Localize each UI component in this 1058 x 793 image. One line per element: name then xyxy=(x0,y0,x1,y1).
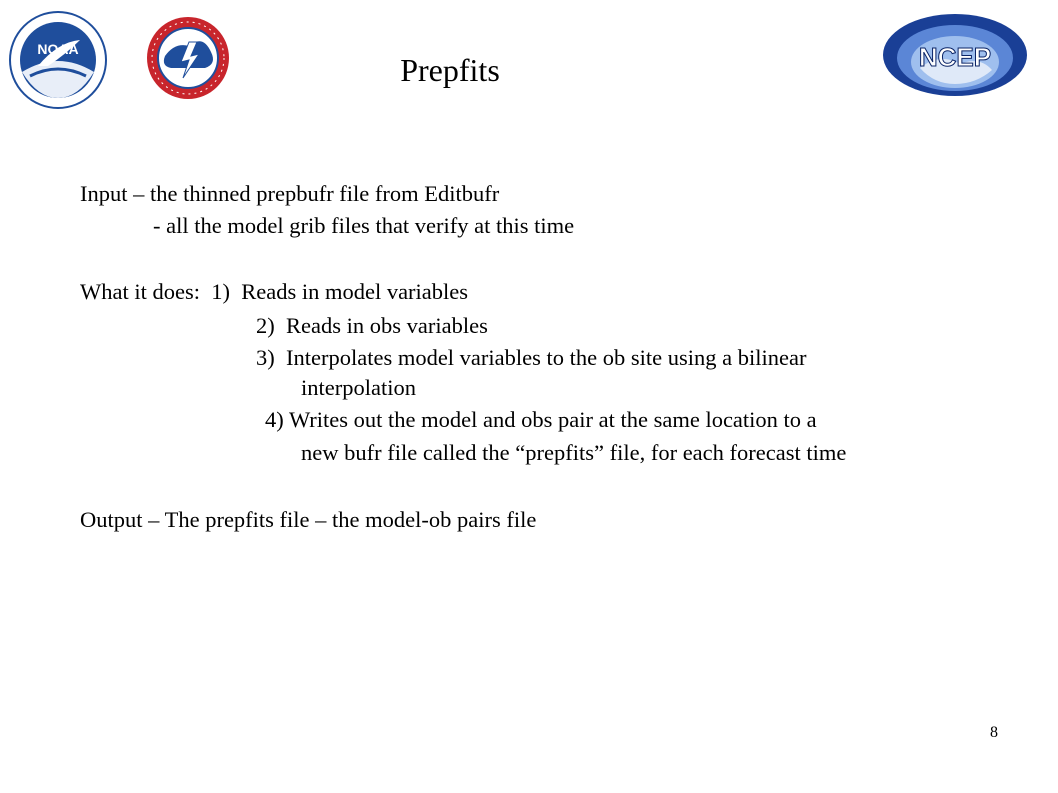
ncep-logo-text: NCEP xyxy=(918,42,992,72)
output-line: Output – The prepfits file – the model-ob pairs file xyxy=(80,507,537,532)
what-it-does-step-4: 4) Writes out the model and obs pair at the same location to a xyxy=(265,407,817,432)
input-subline: - all the model grib files that verify at this time xyxy=(153,213,575,238)
what-it-does-step-3: 3) Interpolates model variables to the ob site using a bilinear xyxy=(256,345,807,370)
what-it-does-step-3-cont: interpolation xyxy=(301,375,416,400)
what-it-does-step-1: What it does: 1) Reads in model variables xyxy=(80,279,469,304)
ncep-logo-icon xyxy=(880,12,1030,98)
noaa-logo-text: NOAA xyxy=(37,41,79,57)
input-line: Input – the thinned prepbufr file from Editbufr xyxy=(80,181,500,206)
what-it-does-step-2: 2) Reads in obs variables xyxy=(256,313,488,338)
slide-title: Prepfits xyxy=(400,52,500,88)
page-number: 8 xyxy=(990,724,998,741)
what-it-does-step-4-cont: new bufr file called the “prepfits” file, for each forecast time xyxy=(301,440,847,465)
